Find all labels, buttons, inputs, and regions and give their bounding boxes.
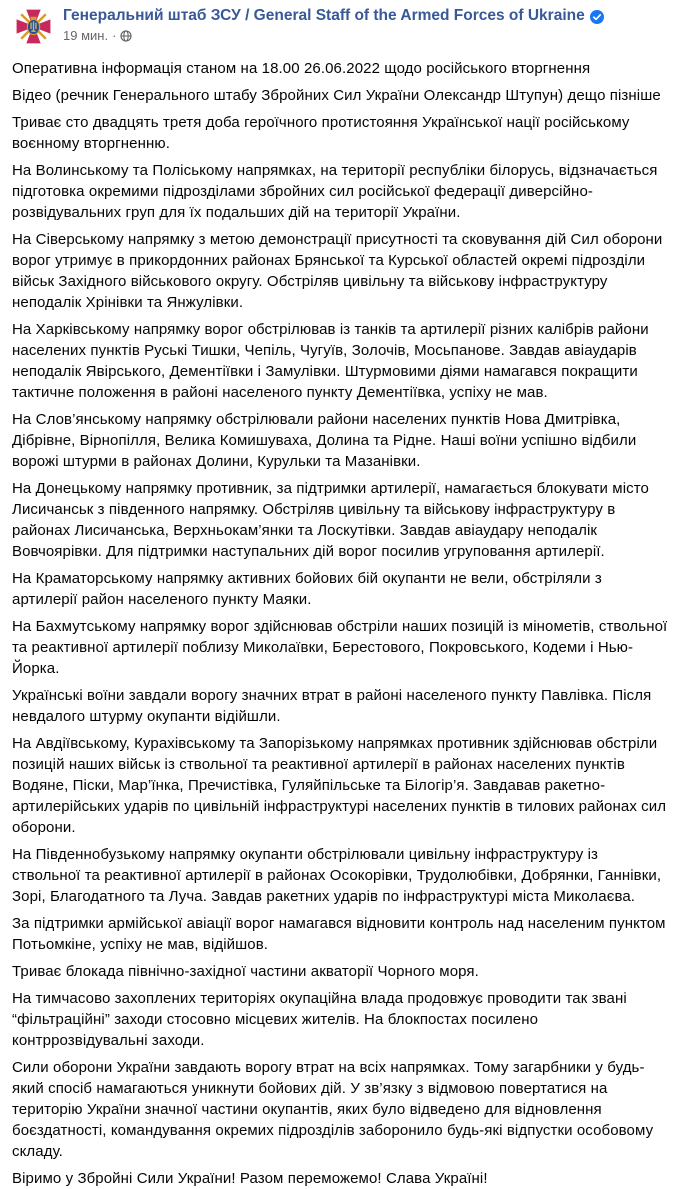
post-paragraph: За підтримки армійської авіації ворог намагався відновити контроль над населеним пунктом Потьомкіне, успіху не мав, відійшов.: [12, 915, 666, 953]
post-header: [0, 0, 684, 49]
post-paragraph: На Сіверському напрямку з метою демонстрації присутності та сковування дій Сил оборони ворог утримує в прикордонних районах Брянської та Курської областей окремі підрозділи військ Західного військового округу. Обстріляв цивільну та військову інфраструктуру неподалік Хрінівки та Янжулівки.: [12, 231, 663, 311]
post-paragraph: Відео (речник Генерального штабу Збройних Сил України Олександр Штупун) дещо пізніше: [12, 87, 661, 104]
post-paragraph: На Донецькому напрямку противник, за підтримки артилерії, намагається блокувати місто Лисичанськ з південного напрямку. Обстріляв цивільну та військову інфраструктуру в районах Лисичанська, Верхньокам’янки та Лоскутівки. Завдав авіаудару неподалік Вовчоярівки. Для підтримки наступальних дій ворог посилив угруповання артилерії.: [12, 480, 649, 560]
verified-badge-icon: [590, 10, 604, 24]
post-paragraph: Оперативна інформація станом на 18.00 26.06.2022 щодо російського вторгнення: [12, 60, 591, 77]
page-avatar[interactable]: [13, 6, 54, 47]
post-paragraph: На тимчасово захоплених територіях окупаційна влада продовжує проводити так звані “фільтраційні” заходи стосовно місцевих жителів. На блокпостах посилено контррозвідувальні заходи.: [12, 990, 627, 1049]
meta-separator: ·: [112, 28, 117, 43]
post-paragraph: На Волинському та Поліському напрямках, на території республіки білорусь, відзначається підготовка окремими підрозділами збройних сил російської федерації диверсійно-розвідувальних груп для їх подальших дій на території України.: [12, 162, 658, 221]
post-paragraph: На Слов’янському напрямку обстрілювали райони населених пунктів Нова Дмитрівка, Дібрівне, Вірнопілля, Велика Комишуваха, Долина та Рідне. Наші воїни успішно відбили ворожі штурми в районах Долини, Курульки та Мазанівки.: [12, 411, 637, 470]
timestamp[interactable]: 19 мин.: [63, 28, 109, 43]
post-paragraph: Сили оборони України завдають ворогу втрат на всіх напрямках. Тому загарбники у будь-який спосіб намагаються уникнути бойових дій. У зв’язку з відмовою повертатися на територію України значної частини окупантів, яких було відведено для відновлення боєздатності, командування окремих підрозділів заборонило будь-які відпустки особовому складу.: [12, 1059, 654, 1160]
page-name-link[interactable]: Генеральний штаб ЗСУ / General Staff of the Armed Forces of Ukraine: [63, 7, 585, 24]
header-info: [63, 6, 604, 43]
post-paragraph: На Південнобузькому напрямку окупанти обстрілювали цивільну інфраструктуру із ствольної та реактивної артилерії в районах Осокорівки, Трудолюбівки, Добрянки, Ганнівки, Зорі, Благодатного та Луча. Завдав ракетних ударів по інфраструктурі міста Миколаєва.: [12, 846, 662, 905]
post-paragraph: На Харківському напрямку ворог обстрілював із танків та артилерії різних калібрів райони населених пунктів Руські Тишки, Чепіль, Чугуїв, Золочів, Мосьпанове. Завдав авіаударів неподалік Явірського, Дементіївки і Замулівки. Штурмовими діями намагався покращити тактичне положення в районі населеного пункту Дементіївка, успіху не мав.: [12, 321, 649, 401]
post-paragraph: На Краматорському напрямку активних бойових бій окупанти не вели, обстріляли з артилерії район населеного пункту Маяки.: [12, 570, 602, 608]
post-body: [0, 49, 684, 1189]
post-paragraph: Українські воїни завдали ворогу значних втрат в районі населеного пункту Павлівка. Після невдалого штурму окупанти відійшли.: [12, 687, 652, 725]
general-staff-emblem-icon: [13, 6, 54, 47]
post-paragraph: Триває сто двадцять третя доба героїчного протистояння Української нації російському воєнному вторгненню.: [12, 114, 630, 152]
globe-public-icon: [120, 30, 132, 42]
post-paragraph: На Бахмутському напрямку ворог здійснював обстріли наших позицій із мінометів, ствольної та реактивної артилерії поблизу Миколаївки, Берестового, Покровського, Кодеми і Нью-Йорка.: [12, 618, 668, 677]
post-meta[interactable]: [63, 28, 604, 43]
post-paragraph: Триває блокада північно-західної частини акваторії Чорного моря.: [12, 963, 479, 980]
post-paragraph: Віримо у Збройні Сили України! Разом переможемо! Слава Україні!: [12, 1170, 488, 1187]
post-paragraph: На Авдіївському, Курахівському та Запорізькому напрямках противник здійснював обстріли позицій наших військ із ствольної та реактивної артилерії в районах населених пунктів Водяне, Піски, Мар’їнка, Пречистівка, Гуляйпільське та Білогір’я. Завдавав ракетно-артилерійських ударів по цивільній інфраструктурі населених пунктів в тилових районах сил оборони.: [12, 735, 667, 836]
